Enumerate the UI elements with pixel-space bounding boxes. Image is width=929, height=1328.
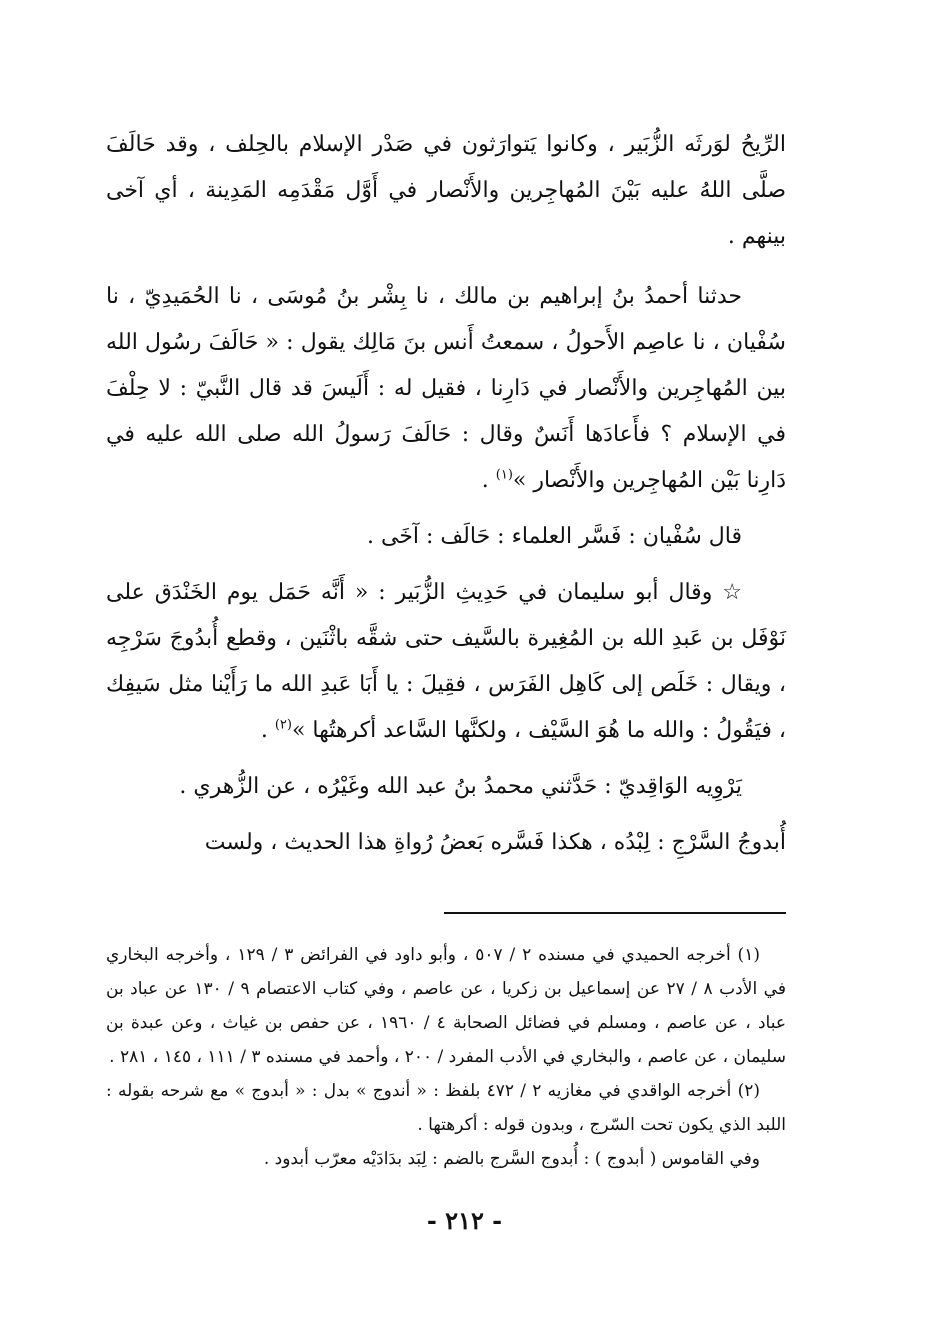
footnote-2-qamus: وفي القاموس ( أبدوج ) : أُبدوج السَّرج بالضم : لِبَد بدَادَيْه معرّب أبدود . bbox=[263, 1149, 760, 1169]
paragraph-1: الرِّيحُ لوَرثَه الزُّبَير ، وكانوا يَتوارَثون في صَدْر الإسلام بالحِلف ، وقد حَالَفَ صلَّى اللهُ عليه بَيْنَ المُهاجِرين والأَنْصار في أَوَّل مَقْدَمِه المَدِينة ، أي آخى بينهم . bbox=[106, 132, 786, 249]
footnote-separator bbox=[444, 912, 786, 914]
paragraph-4-text: ☆ وقال أبو سليمان في حَدِيثِ الزُّبَير : « أَنَّه حَمَل يوم الخَنْدَق على نَوْفَل بن عَبدِ الله بن المُغِيرة بالسَّيف حتى شقَّه باثْنَين ، وقطع أُبدُوجَ سَرْجِه ، ويقال : خَلَص إلى كَاهِل الفَرَس ، فقِيلَ : يا أَبَا عَبدِ الله ما رَأَيْنا مثل سَيفِك ، فيَقُولُ : والله ما هُوَ السَّيْف ، ولكنَّها السَّاعد أكرهتُها » bbox=[106, 580, 786, 743]
paragraph-5: يَرْوِيه الوَاقِديّ : حَدَّثني محمدُ بنُ عبد الله وغَيْرُه ، عن الزُّهري . bbox=[179, 774, 742, 799]
paragraph-6: أُبدوجُ السَّرْجِ : لِبْدُه ، هكذا فَسَّره بَعضُ رُواةِ هذا الحديث ، ولست bbox=[204, 830, 786, 855]
page-number: - ٢١٢ - bbox=[426, 1206, 503, 1235]
footnote-ref-2: (٢) bbox=[274, 717, 292, 733]
paragraph-2-end: . bbox=[481, 468, 496, 493]
main-text-body bbox=[106, 122, 786, 866]
paragraph-4 bbox=[106, 570, 786, 754]
footnote-ref-1: (١) bbox=[495, 467, 513, 483]
paragraph-2 bbox=[106, 274, 786, 504]
paragraph-3: قال سُفْيان : فَسَّر العلماء : حَالَف : آخَى . bbox=[366, 524, 742, 549]
paragraph-2-text: حدثنا أحمدُ بنُ إبراهيم بن مالك ، نا بِشْر بنُ مُوسَى ، نا الحُمَيدِيّ ، نا سُفْيان ، نا عاصِم الأَحولُ ، سمعتُ أَنس بنَ مَالِك يقول : « حَالَفَ رسُول الله بين المُهاجِرين والأَنْصار في دَارِنا ، فقيل له : أَلَيسَ قد قال النَّبيّ : لا حِلْفَ في الإسلام ؟ فأَعادَها أَنَسٌ وقال : حَالَفَ رَسولُ الله صلى الله عليه في دَارِنا بَيْن المُهاجِرين والأَنْصار » bbox=[106, 284, 786, 493]
footnote-1: (١) أخرجه الحميدي في مسنده ٢ / ٥٠٧ ، وأبو داود في الفرائض ٣ / ١٢٩ ، وأخرجه البخاري في الأدب ٨ / ٢٧ عن إسماعيل بن زكريا ، عن عاصم ، وفي كتاب الاعتصام ٩ / ١٣٠ عن عباد بن عباد ، عن عاصم ، ومسلم في فضائل الصحابة ٤ / ١٩٦٠ ، عن حفص بن غياث ، وعن عبدة بن سليمان ، عن عاصم ، والبخاري في الأدب المفرد / ٢٠٠ ، وأحمد في مسنده ٣ / ١١١ ، ١٤٥ ، ٢٨١ . bbox=[106, 945, 786, 1067]
footnotes bbox=[106, 938, 786, 1176]
footnote-2: (٢) أخرجه الواقدي في مغازيه ٢ / ٤٧٢ بلفظ : « أندوج » بدل : « أبدوج » مع شرحه بقوله : اللبد الذي يكون تحت السّرج ، وبدون قوله : أكرهتها . bbox=[106, 1081, 786, 1135]
paragraph-4-end: . bbox=[260, 718, 275, 743]
